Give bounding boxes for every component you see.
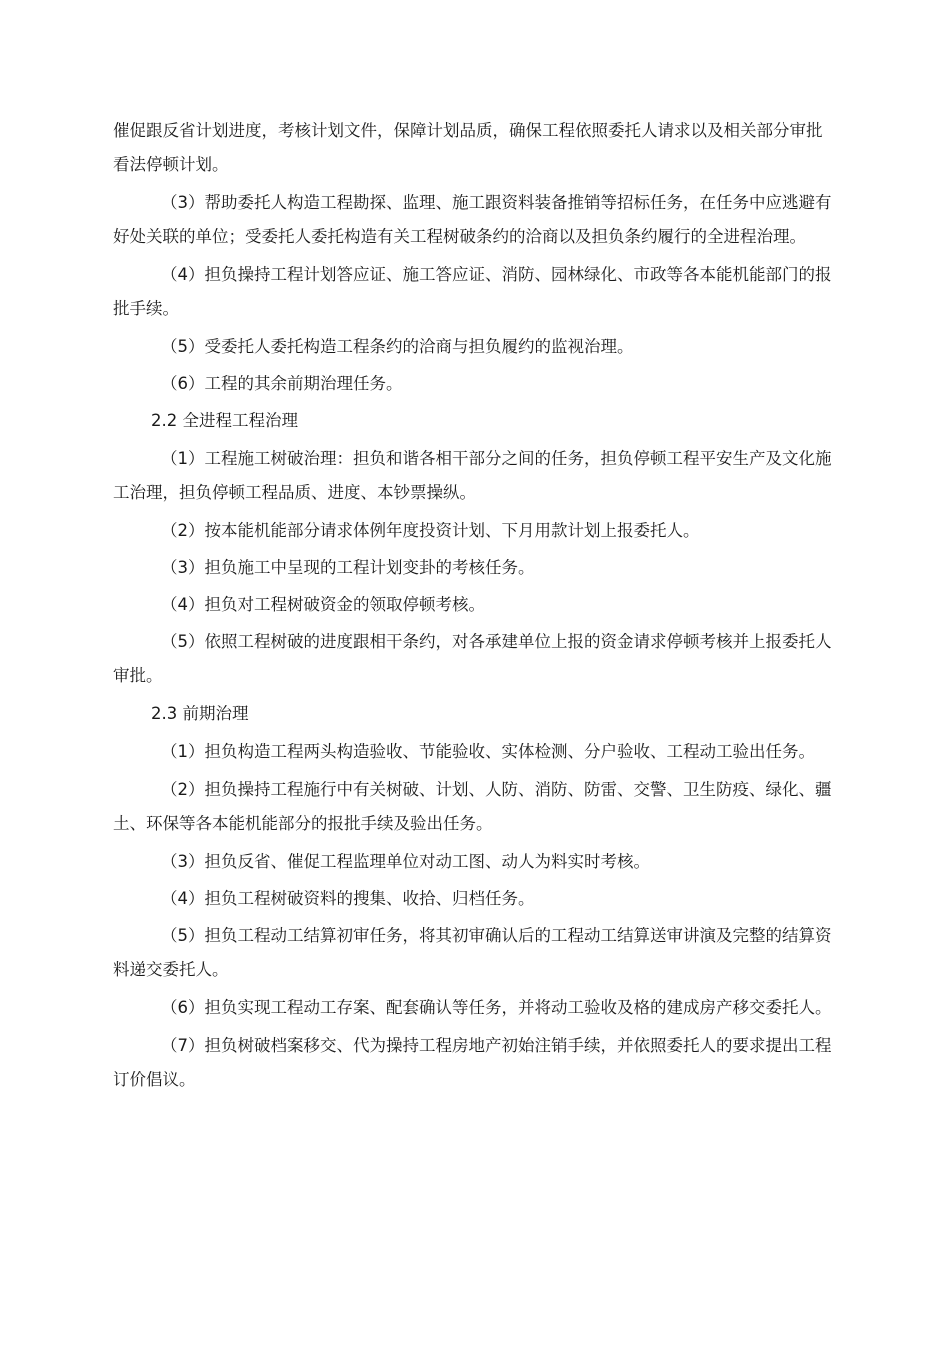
paragraph: 催促跟反省计划进度，考核计划文件，保障计划品质，确保工程依照委托人请求以及相关部分审批看法停顿计划。 (113, 121, 823, 174)
paragraph: （6）工程的其余前期治理任务。 (161, 374, 403, 393)
paragraph: （3）帮助委托人构造工程勘探、监理、施工跟资料装备推销等招标任务，在任务中应逃避有好处关联的单位；受委托人委托构造有关工程树破条约的洽商以及担负条约履行的全进程治理。 (113, 193, 832, 246)
paragraph: （3）担负施工中呈现的工程计划变卦的考核任务。 (161, 558, 535, 577)
paragraph: （5）依照工程树破的进度跟相干条约，对各承建单位上报的资金请求停顿考核并上报委托人审批。 (113, 632, 832, 685)
document-body (113, 114, 833, 1101)
paragraph: （4）担负工程树破资料的搜集、收拾、归档任务。 (161, 889, 535, 908)
paragraph: （6）担负实现工程动工存案、配套确认等任务，并将动工验收及格的建成房产移交委托人。 (161, 998, 832, 1017)
paragraph: （5）受委托人委托构造工程条约的洽商与担负履约的监视治理。 (161, 337, 634, 356)
paragraph: （2）按本能机能部分请求体例年度投资计划、下月用款计划上报委托人。 (161, 521, 700, 540)
paragraph: （5）担负工程动工结算初审任务，将其初审确认后的工程动工结算送审讲演及完整的结算资料递交委托人。 (113, 926, 832, 979)
paragraph: （2）担负操持工程施行中有关树破、计划、人防、消防、防雷、交警、卫生防疫、绿化、疆土、环保等各本能机能部分的报批手续及验出任务。 (113, 780, 832, 833)
section-heading: 2.3 前期治理 (151, 704, 249, 723)
paragraph: （4）担负操持工程计划答应证、施工答应证、消防、园林绿化、市政等各本能机能部门的报批手续。 (113, 265, 832, 318)
section-heading: 2.2 全进程工程治理 (151, 411, 298, 430)
paragraph: （3）担负反省、催促工程监理单位对动工图、动人为料实时考核。 (161, 852, 650, 871)
paragraph: （1）工程施工树破治理：担负和谐各相干部分之间的任务，担负停顿工程平安生产及文化施工治理，担负停顿工程品质、进度、本钞票操纵。 (113, 449, 832, 502)
paragraph: （1）担负构造工程两头构造验收、节能验收、实体检测、分户验收、工程动工验出任务。 (161, 742, 815, 761)
paragraph: （4）担负对工程树破资金的领取停顿考核。 (161, 595, 485, 614)
paragraph: （7）担负树破档案移交、代为操持工程房地产初始注销手续，并依照委托人的要求提出工程订价倡议。 (113, 1036, 832, 1089)
